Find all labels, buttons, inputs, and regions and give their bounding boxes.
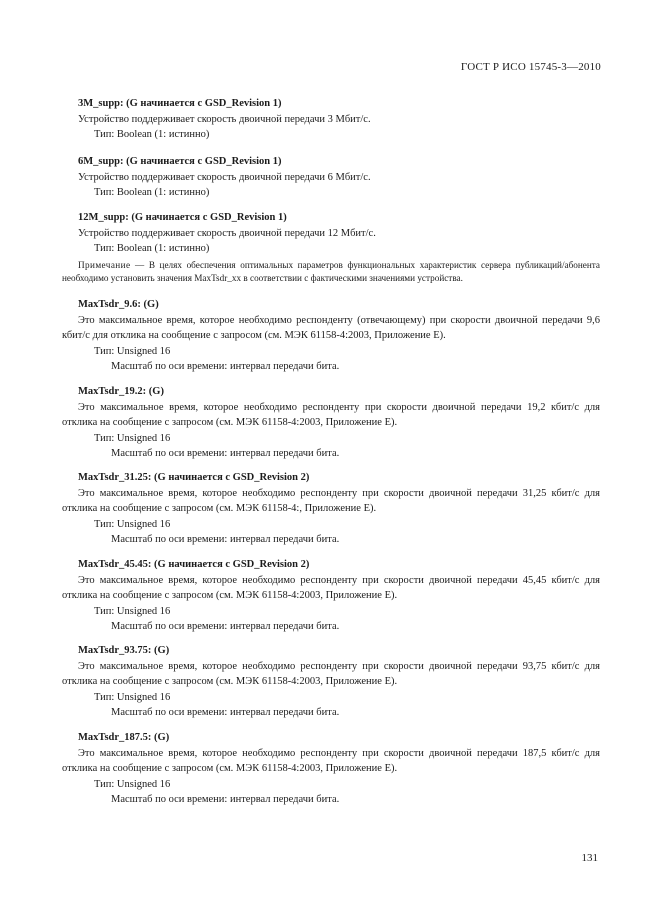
entry-type: Тип: Unsigned 16 [94, 778, 171, 790]
entry-type: Тип: Unsigned 16 [94, 345, 171, 357]
entry-type: Тип: Unsigned 16 [94, 605, 171, 617]
supp-entry-3m [62, 96, 600, 143]
entry-description: Это максимальное время, которое необходимо респонденту (отвечающему) при скорости двоичной передачи 9,6 кбит/с для отклика на сообщение с запросом (см. МЭК 61158-4:2003, Приложение Е). [62, 314, 600, 341]
entry-type: Тип: Boolean (1: истинно) [94, 129, 210, 140]
entry-description: Это максимальное время, которое необходимо респонденту при скорости двоичной передачи 93,75 кбит/с для отклика на сообщение с запросом (см. МЭК 61158-4:2003, Приложение Е). [62, 660, 600, 687]
entry-description: Это максимальное время, которое необходимо респонденту при скорости двоичной передачи 19,2 кбит/с для отклика на сообщение с запросом (см. МЭК 61158-4:2003, Приложение Е). [62, 401, 600, 428]
entry-title: MaxTsdr_93.75: (G) [78, 645, 170, 656]
entry-scale: Масштаб по оси времени: интервал передачи бита. [111, 448, 340, 459]
entry-description: Это максимальное время, которое необходимо респонденту при скорости двоичной передачи 45,45 кбит/с для отклика на сообщение с запросом (см. МЭК 61158-4:2003, Приложение Е). [62, 574, 600, 601]
entry-title: MaxTsdr_19.2: (G) [78, 386, 164, 397]
entry-type: Тип: Unsigned 16 [94, 691, 171, 703]
supp-entry-6m [62, 154, 600, 201]
entry-type: Тип: Boolean (1: истинно) [94, 243, 210, 254]
entry-description: Устройство поддерживает скорость двоичной передачи 6 Мбит/с. [78, 171, 371, 183]
entry-scale: Масштаб по оси времени: интервал передачи бита. [111, 794, 340, 805]
note-label: Примечание [78, 259, 131, 270]
entry-description: Это максимальное время, которое необходимо респонденту при скорости двоичной передачи 31,25 кбит/с для отклика на сообщение с запросом (см. МЭК 61158-4:, Приложение Е). [62, 487, 600, 514]
entry-title: 12M_supp: (G начинается с GSD_Revision 1) [78, 212, 287, 223]
tsdr-entry-9-6 [62, 297, 600, 375]
entry-type: Тип: Unsigned 16 [94, 518, 171, 530]
entry-type: Тип: Unsigned 16 [94, 432, 171, 444]
entry-scale: Масштаб по оси времени: интервал передачи бита. [111, 534, 340, 545]
note-text: — В целях обеспечения оптимальных параметров функциональных характеристик сервера публикаций/абонента необходимо установить значения MaxTsdr_xx в соответствии с фактическими значениями устройства. [62, 259, 600, 283]
entry-title: MaxTsdr_187.5: (G) [78, 732, 170, 743]
entry-description: Это максимальное время, которое необходимо респонденту при скорости двоичной передачи 187,5 кбит/с для отклика на сообщение с запросом (см. МЭК 61158-4:2003, Приложение Е). [62, 747, 600, 774]
entry-type: Тип: Boolean (1: истинно) [94, 187, 210, 198]
tsdr-entry-45-45 [62, 557, 600, 635]
entry-title: 6M_supp: (G начинается с GSD_Revision 1) [78, 156, 282, 167]
tsdr-entry-93-75 [62, 643, 600, 721]
entry-scale: Масштаб по оси времени: интервал передачи бита. [111, 621, 340, 632]
standard-header: ГОСТ Р ИСО 15745-3—2010 [460, 61, 601, 73]
entry-title: 3M_supp: (G начинается с GSD_Revision 1) [78, 98, 282, 109]
entry-description: Устройство поддерживает скорость двоичной передачи 3 Мбит/с. [78, 113, 371, 125]
entry-title: MaxTsdr_45.45: (G начинается с GSD_Revision 2) [78, 559, 310, 570]
entry-title: MaxTsdr_9.6: (G) [78, 299, 159, 310]
entry-description: Устройство поддерживает скорость двоичной передачи 12 Мбит/с. [78, 227, 376, 239]
tsdr-entry-187-5 [62, 730, 600, 808]
tsdr-entry-31-25 [62, 470, 600, 548]
entry-scale: Масштаб по оси времени: интервал передачи бита. [111, 361, 340, 372]
note-paragraph [62, 259, 600, 286]
tsdr-entry-19-2 [62, 384, 600, 462]
entry-title: MaxTsdr_31.25: (G начинается с GSD_Revision 2) [78, 472, 310, 483]
entry-scale: Масштаб по оси времени: интервал передачи бита. [111, 707, 340, 718]
page-number: 131 [581, 852, 598, 864]
supp-entry-12m [62, 210, 600, 286]
